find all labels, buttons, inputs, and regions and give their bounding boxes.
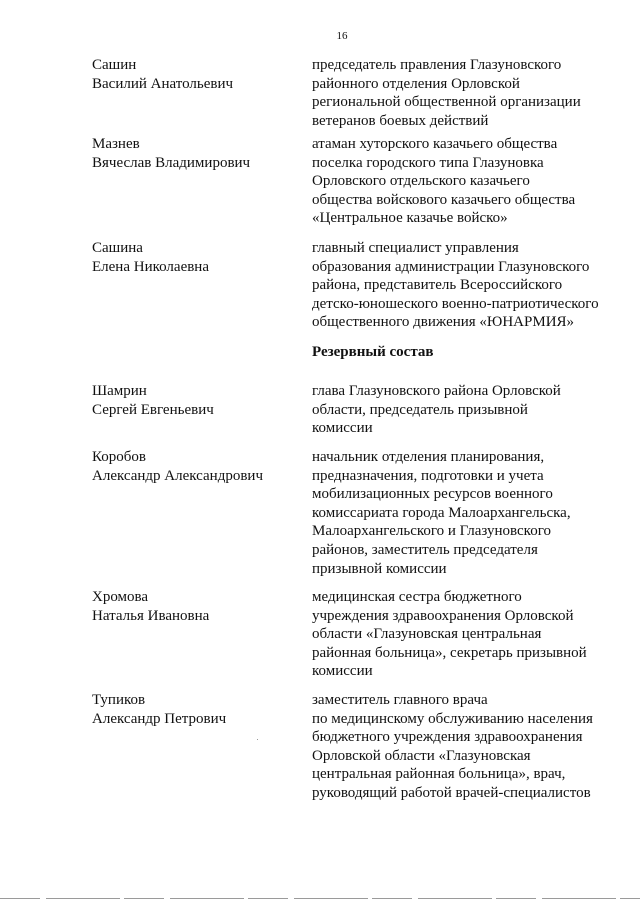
page-number: 16 (336, 30, 348, 42)
scan-speck (257, 739, 258, 740)
member-surname: Хромова (92, 589, 149, 605)
role-line: региональной общественной организации (312, 94, 581, 111)
role-line: Орловской области «Глазуновская (312, 747, 531, 764)
role-line: Малоархангельского и Глазуновского (312, 523, 551, 540)
member-surname: Сашина (92, 240, 143, 256)
member-role (312, 56, 612, 130)
role-line: «Центральное казачье войско» (312, 210, 508, 227)
member-role (312, 135, 612, 228)
role-line: глава Глазуновского района Орловской (312, 383, 561, 399)
role-line: руководящий работой врачей-специалистов (312, 784, 591, 801)
role-line: центральная районная больница», врач, (312, 766, 566, 783)
member-given-names: Вячеслав Владимирович (92, 155, 251, 171)
reserve-section-heading: Резервный состав (312, 344, 434, 360)
member-name (92, 691, 292, 729)
role-line: комиссии (312, 663, 373, 680)
role-line: комиссии (312, 420, 373, 437)
role-line: районная больница», секретарь призывной (312, 644, 587, 661)
role-line: районного отделения Орловской (312, 75, 520, 92)
member-given-names: Александр Петрович (92, 711, 227, 727)
member-role (312, 382, 612, 438)
member-role (312, 448, 612, 578)
role-line: медицинская сестра бюджетного (312, 589, 522, 605)
role-line: поселка городского типа Глазуновка (312, 154, 544, 171)
role-line: мобилизационных ресурсов военного (312, 486, 553, 503)
role-line: района, представитель Всероссийского (312, 277, 563, 294)
role-line: предназначения, подготовки и учета (312, 467, 544, 484)
role-line: учреждения здравоохранения Орловской (312, 607, 574, 624)
member-surname: Коробов (92, 449, 146, 465)
member-role (312, 239, 612, 332)
member-role (312, 588, 612, 681)
scan-bottom-edge (0, 898, 640, 899)
role-line: области «Глазуновская центральная (312, 626, 542, 643)
member-surname: Тупиков (92, 692, 146, 708)
member-name (92, 239, 292, 277)
member-given-names: Елена Николаевна (92, 259, 209, 275)
member-surname: Шамрин (92, 383, 147, 399)
role-line: атаман хуторского казачьего общества (312, 136, 558, 152)
member-surname: Мазнев (92, 136, 140, 152)
role-line: ветеранов боевых действий (312, 112, 489, 129)
member-name (92, 588, 292, 626)
role-line: председатель правления Глазуновского (312, 57, 562, 73)
member-name (92, 448, 292, 486)
member-given-names: Сергей Евгеньевич (92, 402, 214, 418)
role-line: главный специалист управления (312, 240, 519, 256)
role-line: общественного движения «ЮНАРМИЯ» (312, 314, 575, 331)
role-line: бюджетного учреждения здравоохранения (312, 729, 583, 746)
role-line: образования администрации Глазуновского (312, 258, 590, 275)
role-line: Орловского отдельского казачьего (312, 173, 530, 190)
role-line: заместитель главного врача (312, 692, 488, 708)
member-given-names: Александр Александрович (92, 468, 263, 484)
member-role (312, 691, 612, 803)
role-line: районов, заместитель председателя (312, 541, 538, 558)
role-line: начальник отделения планирования, (312, 449, 545, 465)
member-surname: Сашин (92, 57, 137, 73)
member-name (92, 135, 292, 173)
member-name (92, 382, 292, 420)
role-line: общества войскового казачьего общества (312, 191, 576, 208)
role-line: призывной комиссии (312, 560, 447, 577)
role-line: комиссариата города Малоархангельска, (312, 504, 571, 521)
member-given-names: Василий Анатольевич (92, 76, 234, 92)
member-given-names: Наталья Ивановна (92, 608, 210, 624)
role-line: области, председатель призывной (312, 401, 528, 418)
role-line: детско-юношеского военно-патриотического (312, 295, 599, 312)
role-line: по медицинскому обслуживанию населения (312, 710, 593, 727)
member-name (92, 56, 292, 94)
